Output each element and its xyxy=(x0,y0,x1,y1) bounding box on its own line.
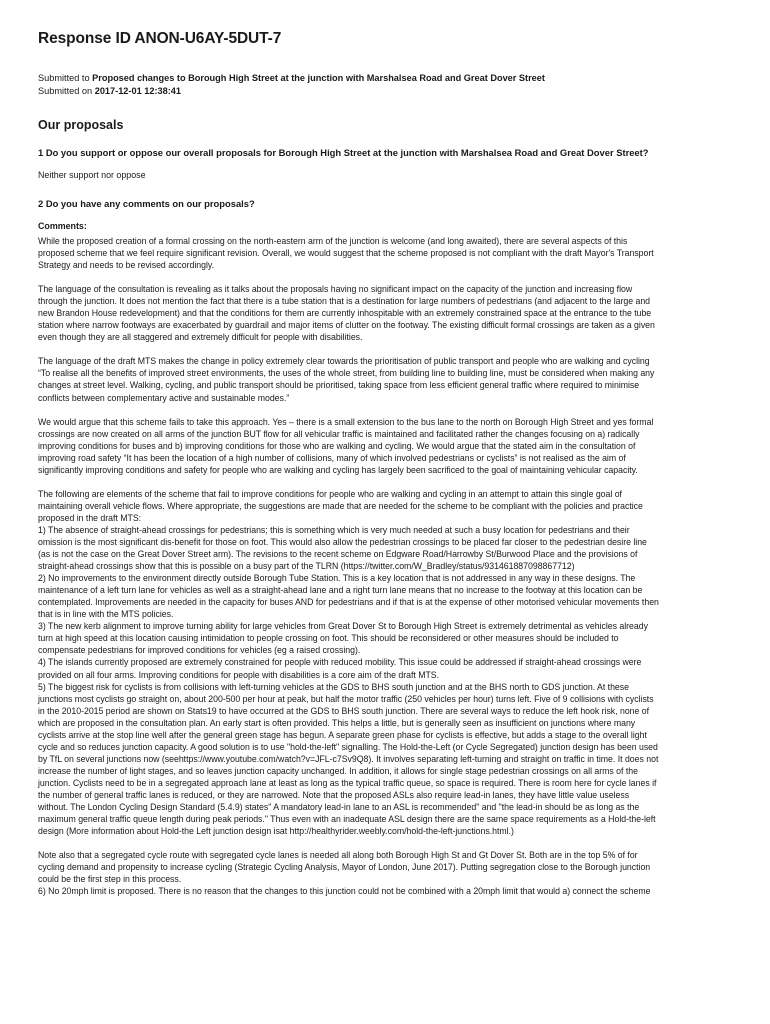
question-2: 2 Do you have any comments on our proposals? xyxy=(38,198,255,209)
comment-paragraph: The language of the consultation is revealing as it talks about the proposals having no significant impact on the capacity of the junction and increasing flow through the junction. It does not mention the fact that there is a tube station that is a destination for large numbers of pedestrians (and adjacent to the large and new Brandon House redevelopment) and that the conditions for them are currently inhospitable with an extremely constrained space at the entrance to the tube station where narrow footways are exacerbated by guardrail and major items of clutter on the footway. The existing difficult formal crossings are taken as a given even though they are all staggered and extremely difficult for people with disabilities. xyxy=(38,284,655,343)
submitted-to-value: Proposed changes to Borough High Street at the junction with Marshalsea Road and Great Dover Street xyxy=(92,73,545,83)
question-1: 1 Do you support or oppose our overall proposals for Borough High Street at the junction with Marshalsea Road and Great Dover Street? xyxy=(38,147,649,158)
comments-label: Comments: xyxy=(38,221,87,231)
comment-paragraph: The language of the draft MTS makes the change in policy extremely clear towards the prioritisation of public transport and people who are walking and cycling “To realise all the benefits of improved street environments, the uses of the whole street, from building line to building line, must be considered when making any changes at street level. Walking, cycling, and public transport should be prioritised, taking space from less efficient general traffic where required to minimise conflicts between complementary active and sustainable modes.” xyxy=(38,356,655,403)
submitted-to-label: Submitted to xyxy=(38,73,93,83)
submitted-on-label: Submitted on xyxy=(38,86,95,96)
answer-1: Neither support nor oppose xyxy=(38,170,146,180)
page-title: Response ID ANON-U6AY-5DUT-7 xyxy=(38,30,282,47)
submitted-on-value: 2017-12-01 12:38:41 xyxy=(94,86,182,96)
comment-paragraph: The following are elements of the scheme that fail to improve conditions for people who are walking and cycling in an attempt to attain this single goal of maintaining overall vehicle flows. Where appropriate, the suggestions are made that are needed for the scheme to be compliant with the policies and practice proposed in the draft MTS: 1) The absence of straight-ahead crossings for pedestrians; this is something which is very much needed at such a busy location for pedestrians and their omission is the most significant dis-benefit for those on foot. This would also allow the pedestrian crossings to be placed far closer to the pedestrian desire line (as is not the case on the Great Dover Street arm). The revisions to the recent scheme on Edgware Road/Harrowby St/Burwood Place and the provisions of straight-ahead crossings show that this is possible on a busy part of the TLRN (https://twitter.com/W_Bradley/status/931461887098867712) 2) No improvements to the environment directly outside Borough Tube Station. This is a key location that is not addressed in any way in these designs. The maintenance of a left turn lane for vehicles as well as a straight-ahead lane and a right turn lane means that no increase to the footway at this location can be contemplated. Improvements are needed in the capacity for buses AND for pedestrians and if that is at the expense of other motorised vehicular movements then that is in line with the MTS policies. 3) The new kerb alignment to improve turning ability for large vehicles from Great Dover St to Borough High Street is extremely detrimental as vehicles already turn at high speed at this location causing intimidation to people crossing on foot. This should be reconsidered or other measures should be included to compensate pedestrians for improved conditions for vehicles (eg a raised crossing). 4) The islands currently proposed are extremely constrained for people with reduced mobility. This issue could be addressed if straight-ahead crossings were provided on all four arms. Improving conditions for people with disabilities is a core aim of the draft MTS. 5) The biggest risk for cyclists is from collisions with left-turning vehicles at the GDS to BHS south junction and at the BHS north to GDS junction. At these junctions most cyclists go straight on, about 200-500 per hour at peak, but half the motor traffic (250 vehicles per hour) turns left. Five of 9 collisions with cyclists in the 2010-2015 period are shown on Stats19 to have occurred at the GDS to BHS south junction. There are several ways to reduce the left hook risk, none of which are proposed in the consultation plan. An early start is often provided. This helps a little, but is generally seen as insufficient on junctions where many cyclists arrive at the stop line well after the general green stage has begun. A separate green phase for cyclists is effective, but adds a stage to the overall light cycle and so reduces junction capacity. A good solution is to use "hold-the-left" signalling. The Hold-the-Left (or Cycle Segregated) junction design has been used by TfL on several junctions now (seehttps://www.youtube.com/watch?v=JFL-c7Sv9Q8). It involves separating left-turning and straight on traffic in time. It does not increase the number of light stages, and so leaves junction capacity unchanged. In addition, it allows for single stage pedestrian crossings on all arms of the junction. Cyclists need to be in a segregated approach lane at least as long as the typical traffic queue, so space is required. There is room here for cycle lanes if the number of general traffic lanes is reduced, or they are narrowed. Note that the proposed ASLs also require lead-in lanes, they have little value useless without. The London Cycling Design Standard (5.4.9) states" A mandatory lead-in lane to an ASL is recommended" and "the lead-in should be as long as the maximum general traffic queue length during peak periods." Thus even with an inadequate ASL design there are the same space requirements as a Hold-the-left design (More information about Hold-the Left junction design isat http://healthyrider.weebly.com/hold-the-left-junctions.html.) xyxy=(38,488,659,837)
comment-paragraph: Note also that a segregated cycle route with segregated cycle lanes is needed all along both Borough High St and Gt Dover St. Both are in the top 5% of for cycling demand and propensity to increase cycling (Strategic Cycling Analysis, Mayor of London, June 2017). Putting segregation close to the Borough junction could be the first step in this process. 6) No 20mph limit is proposed. There is no reason that the changes to this junction could not be combined with a 20mph limit that would a) connect the scheme xyxy=(38,850,651,897)
comment-paragraph: We would argue that this scheme fails to take this approach. Yes – there is a small extension to the bus lane to the north on Borough High Street and yes formal crossings are now created on all arms of the junction BUT flow for all vehicular traffic is maintained and facilitated rather the changes focusing on a) radically improving conditions for buses and b) improving conditions for those who are walking and cycling. We would argue that the stated aim in the consultation of improving road safety “It has been the location of a high number of collisions, many of which involved pedestrians or cyclists” is not realised as the aim of significantly improving conditions and safety for people who are walking and cycling has largely been sacrificed to the goal of maintaining vehicular capacity. xyxy=(38,416,654,475)
submitted-on-line xyxy=(38,85,734,98)
section-heading: Our proposals xyxy=(38,118,124,132)
comment-paragraph: While the proposed creation of a formal crossing on the north-eastern arm of the junction is welcome (and long awaited), there are several aspects of this proposed scheme that we feel require significant revision. Overall, we would suggest that the scheme proposed is not compliant with the draft Mayor's Transport Strategy and needs to be revised accordingly. xyxy=(38,236,654,271)
submission-meta xyxy=(38,72,734,98)
submitted-to-line xyxy=(38,72,734,85)
